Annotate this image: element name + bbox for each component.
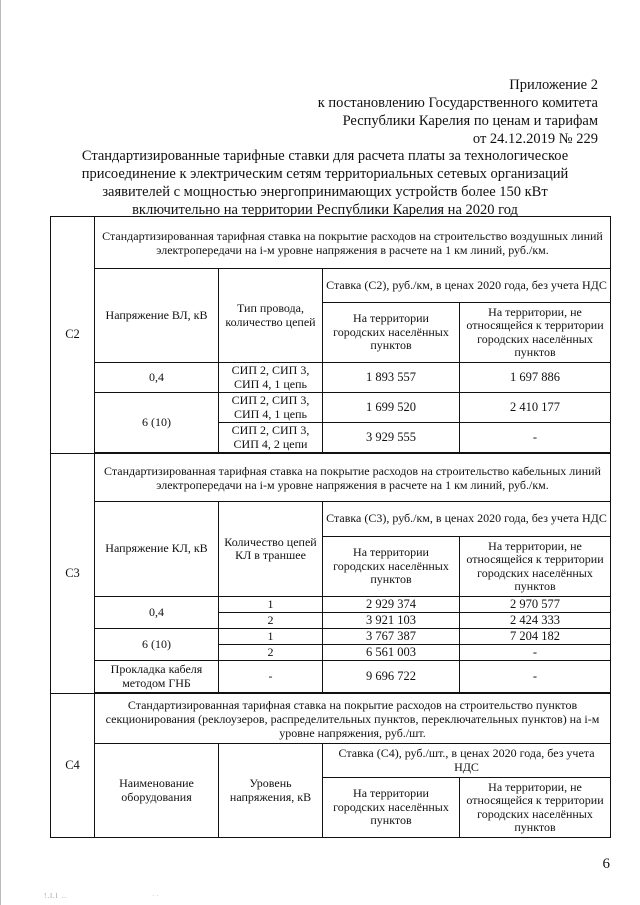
rate-urban: 9 696 722 bbox=[323, 661, 460, 693]
table-row bbox=[51, 597, 611, 613]
voltage-cell: 6 (10) bbox=[95, 629, 219, 661]
section-code: С2 bbox=[51, 217, 95, 454]
section-code: С3 bbox=[51, 454, 95, 694]
subheader-nonurban: На территории, не относящейся к территории городских населённых пунктов bbox=[460, 778, 611, 838]
rate-urban: 2 929 374 bbox=[323, 597, 460, 613]
subheader-urban: На территории городских населённых пунктов bbox=[323, 537, 460, 597]
table-row bbox=[51, 217, 611, 269]
voltage-cell: 6 (10) bbox=[95, 393, 219, 453]
circuit-count-cell: 2 bbox=[219, 613, 323, 629]
rate-urban: 3 929 555 bbox=[323, 423, 460, 453]
circuit-count-cell: 1 bbox=[219, 597, 323, 613]
subheader-urban: На территории городских населённых пунктов bbox=[323, 778, 460, 838]
table-row bbox=[51, 393, 611, 423]
rate-urban: 6 561 003 bbox=[323, 645, 460, 661]
document-title bbox=[40, 147, 610, 219]
rate-urban: 1 893 557 bbox=[323, 363, 460, 393]
column-header: Тип провода, количество цепей bbox=[219, 269, 323, 363]
rate-urban: 1 699 520 bbox=[323, 393, 460, 423]
decree-date-line: от 24.12.2019 № 229 bbox=[472, 131, 598, 147]
column-header: Напряжение ВЛ, кВ bbox=[95, 269, 219, 363]
wire-type-cell: СИП 2, СИП 3, СИП 4, 1 цепь bbox=[219, 363, 323, 393]
rate-nonurban: - bbox=[460, 661, 611, 693]
subheader-urban: На территории городских населённых пунктов bbox=[323, 303, 460, 363]
table-row bbox=[51, 502, 611, 537]
appendix-label: Приложение 2 bbox=[509, 77, 598, 93]
method-cell: Прокладка кабеля методом ГНБ bbox=[95, 661, 219, 693]
page-number: 6 bbox=[602, 856, 610, 872]
column-header: Наименование оборудования bbox=[95, 744, 219, 838]
table-row bbox=[51, 454, 611, 502]
subheader-nonurban: На территории, не относящейся к территории городских населённых пунктов bbox=[460, 537, 611, 597]
rate-nonurban: - bbox=[460, 423, 611, 453]
section-code: С4 bbox=[51, 694, 95, 838]
section-title: Стандартизированная тарифная ставка на покрытие расходов на строительство кабельных линий электропередачи на i-м уровне напряжения в расчете на 1 км линий, руб./км. bbox=[95, 454, 611, 502]
scan-footer-marks: !.l.l .. bbox=[44, 892, 67, 900]
section-title: Стандартизированная тарифная ставка на покрытие расходов на строительство воздушных линий электропередачи на i-м уровне напряжения в расчете на 1 км линий, руб./км. bbox=[95, 217, 611, 269]
rate-nonurban: 2 424 333 bbox=[460, 613, 611, 629]
tariff-table bbox=[50, 216, 611, 838]
rate-nonurban: 2 970 577 bbox=[460, 597, 611, 613]
title-line: присоединение к электрическим сетям территориальных сетевых организаций bbox=[81, 166, 569, 182]
circuit-count-cell: 1 bbox=[219, 629, 323, 645]
circuit-count-cell: - bbox=[219, 661, 323, 693]
title-line: заявителей с мощностью энергопринимающих устройств более 150 кВт bbox=[102, 184, 548, 200]
title-line: включительно на территории Республики Карелия на 2020 год bbox=[132, 202, 518, 218]
rate-nonurban: 2 410 177 bbox=[460, 393, 611, 423]
decree-line: к постановлению Государственного комитета bbox=[317, 95, 598, 111]
wire-type-cell: СИП 2, СИП 3, СИП 4, 1 цепь bbox=[219, 393, 323, 423]
rate-nonurban: - bbox=[460, 645, 611, 661]
scan-edge bbox=[0, 0, 1, 905]
rate-urban: 3 921 103 bbox=[323, 613, 460, 629]
table-row bbox=[51, 363, 611, 393]
table-row bbox=[51, 269, 611, 303]
rate-header: Ставка (С2), руб./км, в ценах 2020 года, без учета НДС bbox=[323, 269, 611, 303]
rate-nonurban: 1 697 886 bbox=[460, 363, 611, 393]
rate-header: Ставка (С4), руб./шт., в ценах 2020 года, без учета НДС bbox=[323, 744, 611, 778]
committee-line: Республики Карелия по ценам и тарифам bbox=[342, 113, 598, 129]
section-title: Стандартизированная тарифная ставка на покрытие расходов на строительство пунктов секционирования (реклоузеров, распределительных пунктов, переключательных пунктов) на i-м уровне напряжения, руб./шт. bbox=[95, 694, 611, 744]
voltage-cell: 0,4 bbox=[95, 363, 219, 393]
voltage-cell: 0,4 bbox=[95, 597, 219, 629]
column-header: Количество цепей КЛ в траншее bbox=[219, 502, 323, 597]
circuit-count-cell: 2 bbox=[219, 645, 323, 661]
column-header: Уровень напряжения, кВ bbox=[219, 744, 323, 838]
table-row bbox=[51, 629, 611, 645]
column-header: Напряжение КЛ, кВ bbox=[95, 502, 219, 597]
rate-header: Ставка (С3), руб./км, в ценах 2020 года, без учета НДС bbox=[323, 502, 611, 537]
title-line: Стандартизированные тарифные ставки для расчета платы за технологическое bbox=[81, 148, 569, 164]
rate-urban: 3 767 387 bbox=[323, 629, 460, 645]
wire-type-cell: СИП 2, СИП 3, СИП 4, 2 цепи bbox=[219, 423, 323, 453]
scan-footer-marks: · · bbox=[152, 892, 159, 900]
rate-nonurban: 7 204 182 bbox=[460, 629, 611, 645]
table-row bbox=[51, 661, 611, 693]
table-row bbox=[51, 694, 611, 744]
table-row bbox=[51, 744, 611, 778]
subheader-nonurban: На территории, не относящейся к территории городских населённых пунктов bbox=[460, 303, 611, 363]
